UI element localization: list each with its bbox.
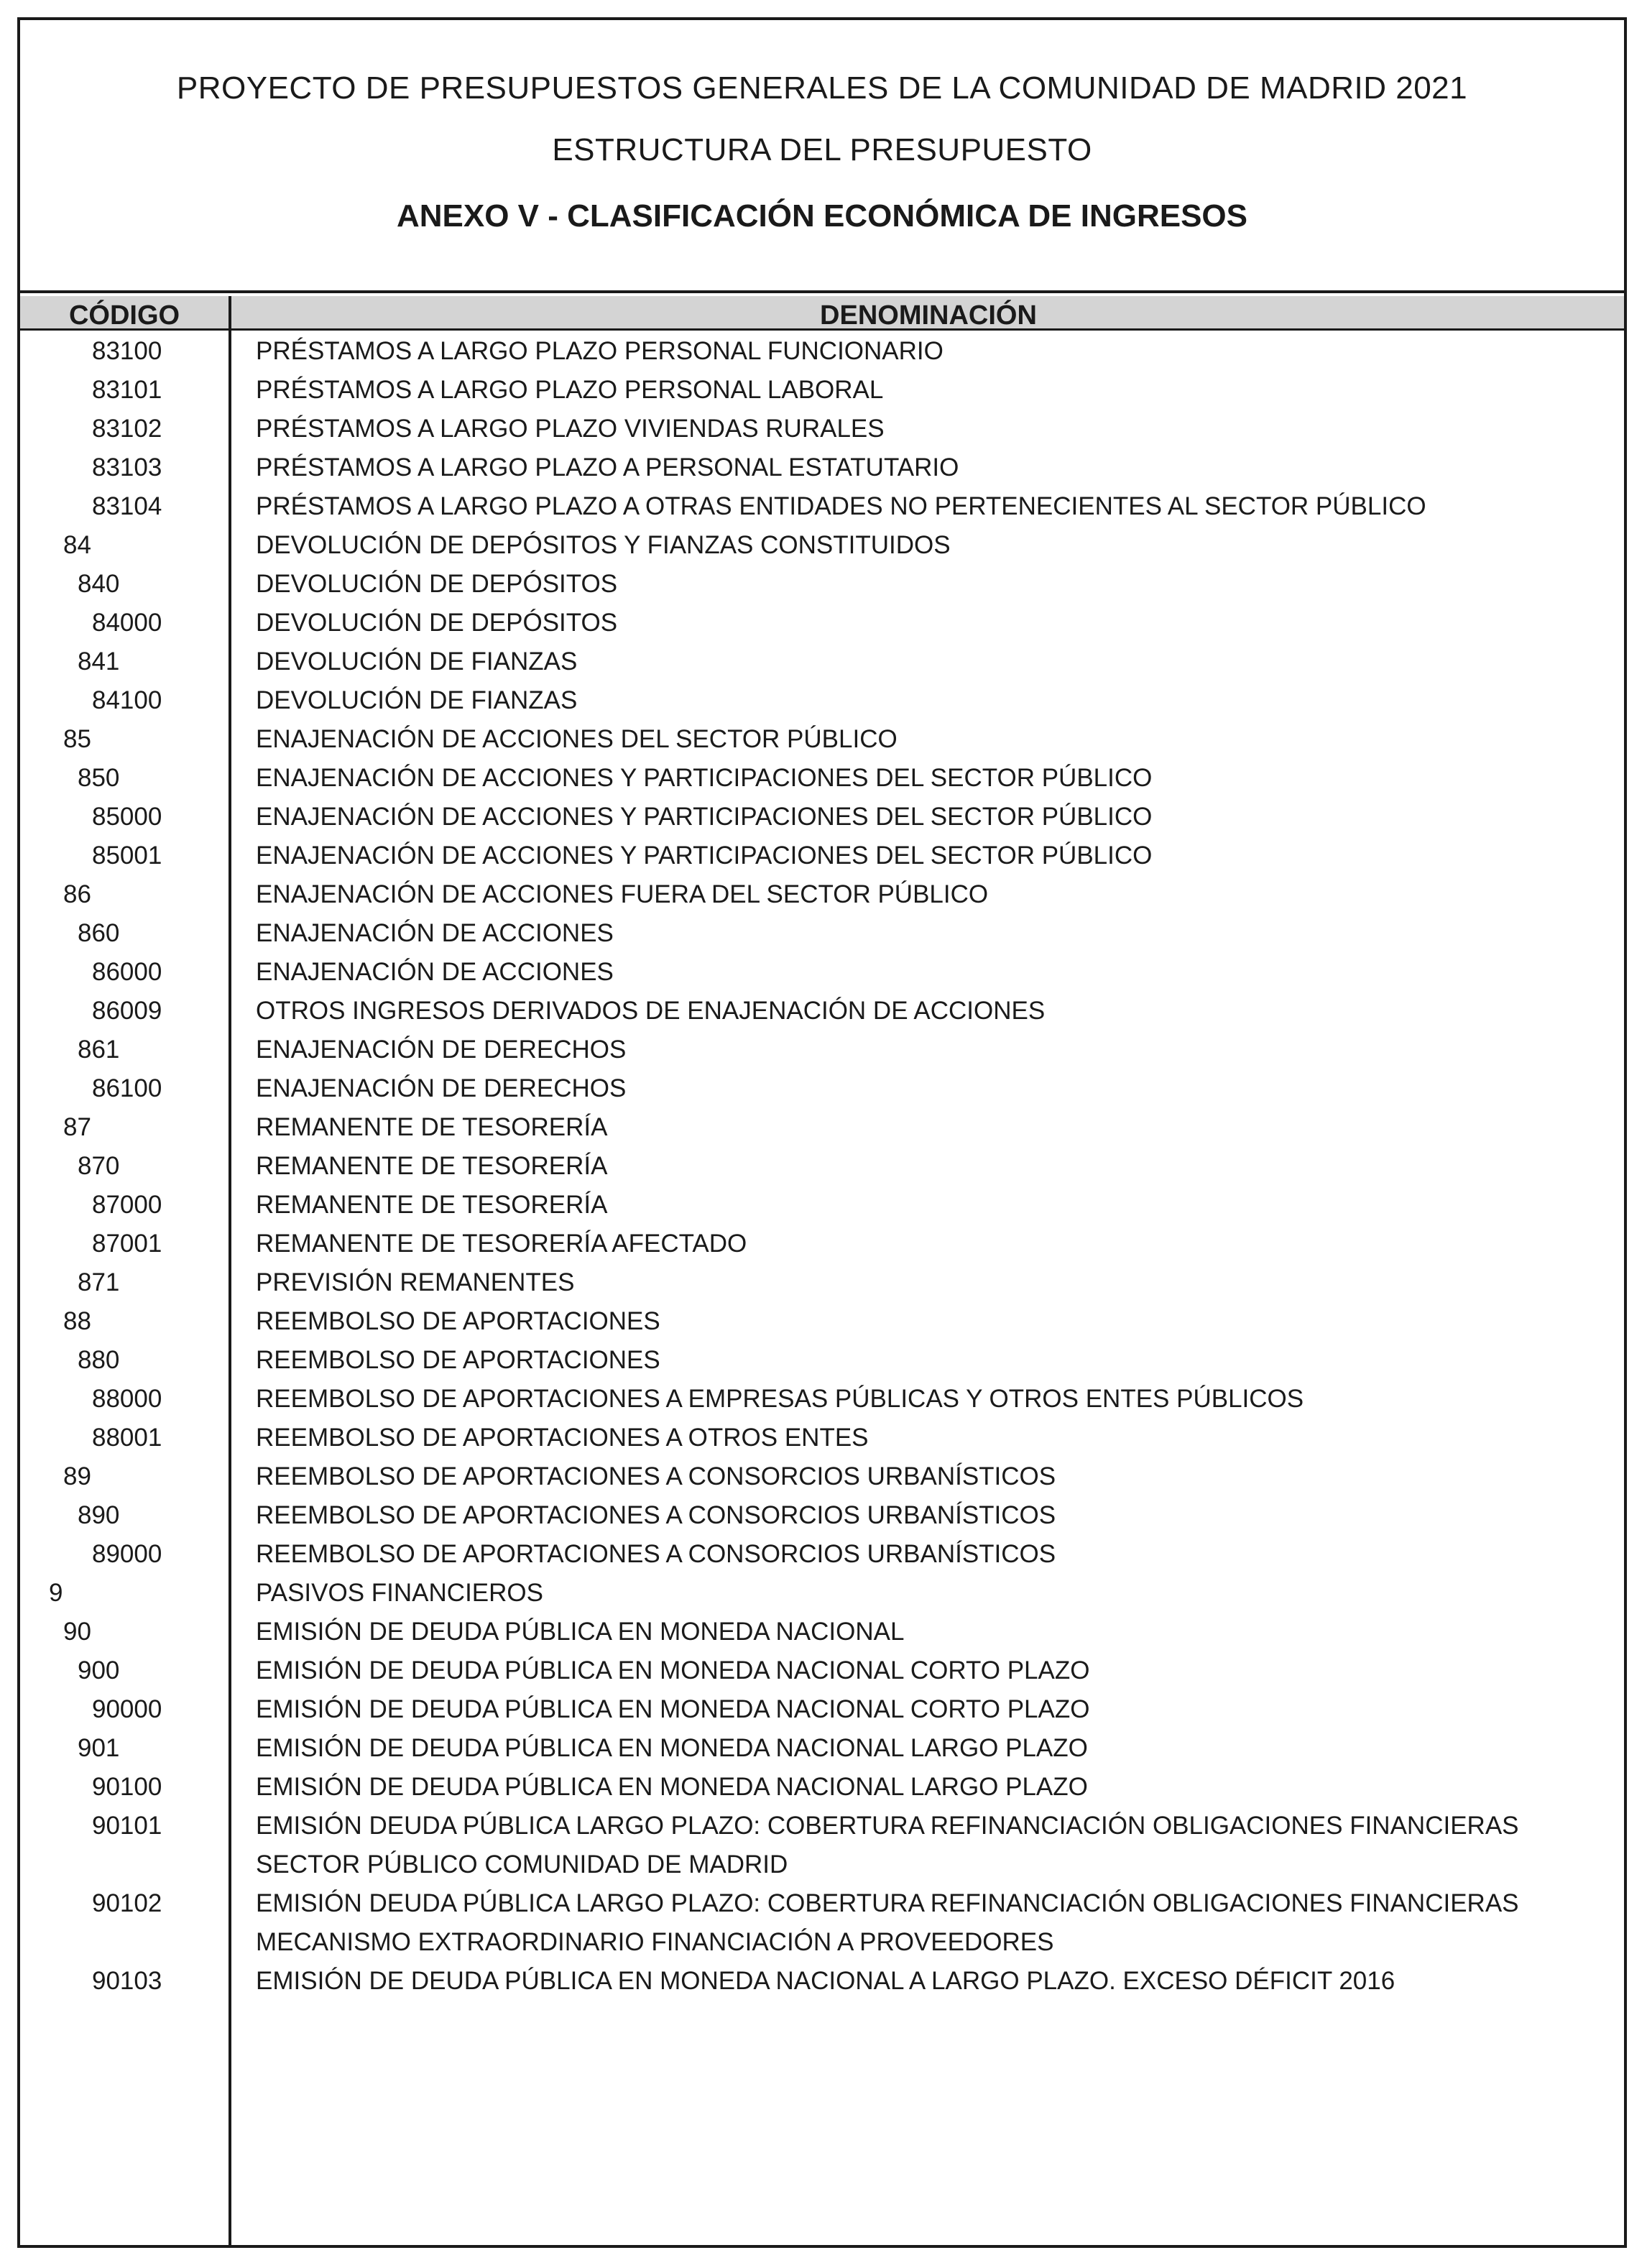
table-row <box>20 642 1624 681</box>
row-description <box>229 1419 1624 1457</box>
row-description-line: REEMBOLSO DE APORTACIONES A OTROS ENTES <box>256 1424 869 1452</box>
row-description-line: EMISIÓN DE DEUDA PÚBLICA EN MONEDA NACIONAL LARGO PLAZO <box>256 1773 1088 1801</box>
row-description <box>229 1884 1624 1962</box>
table-row <box>20 914 1624 953</box>
table-row <box>20 1341 1624 1380</box>
row-description-line: SECTOR PÚBLICO COMUNIDAD DE MADRID <box>256 1850 788 1879</box>
row-code: 85001 <box>92 842 162 870</box>
row-code: 88 <box>63 1307 91 1335</box>
row-description-line: OTROS INGRESOS DERIVADOS DE ENAJENACIÓN DE ACCIONES <box>256 997 1046 1025</box>
row-description-line: REEMBOLSO DE APORTACIONES <box>256 1307 660 1335</box>
row-description <box>229 914 1624 953</box>
row-description-line: REMANENTE DE TESORERÍA <box>256 1191 608 1219</box>
row-code: 84100 <box>92 686 162 714</box>
row-description-line: DEVOLUCIÓN DE FIANZAS <box>256 647 578 676</box>
row-code: 861 <box>78 1036 120 1064</box>
table-row <box>20 992 1624 1031</box>
row-description <box>229 1147 1624 1186</box>
row-code: 89 <box>63 1462 91 1490</box>
row-code: 90000 <box>92 1695 162 1723</box>
row-description-line: ENAJENACIÓN DE ACCIONES <box>256 919 614 947</box>
row-code: 871 <box>78 1268 120 1296</box>
row-code: 880 <box>78 1346 120 1374</box>
row-description <box>229 681 1624 720</box>
table-row <box>20 371 1624 410</box>
document-title: PROYECTO DE PRESUPUESTOS GENERALES DE LA COMUNIDAD DE MADRID 2021 <box>176 70 1468 106</box>
row-description-line: ENAJENACIÓN DE DERECHOS <box>256 1074 627 1102</box>
row-description-line: REMANENTE DE TESORERÍA AFECTADO <box>256 1230 747 1258</box>
row-description-line: PASIVOS FINANCIEROS <box>256 1579 543 1607</box>
document-frame <box>17 17 1627 2248</box>
row-description-line: EMISIÓN DE DEUDA PÚBLICA EN MONEDA NACIONAL <box>256 1618 905 1646</box>
row-description <box>229 1380 1624 1419</box>
row-description <box>229 1069 1624 1108</box>
row-code: 84000 <box>92 609 162 637</box>
row-description-line: REEMBOLSO DE APORTACIONES A CONSORCIOS URBANÍSTICOS <box>256 1540 1056 1568</box>
table-row <box>20 1225 1624 1263</box>
table-row <box>20 1651 1624 1690</box>
row-description <box>229 1962 1624 2001</box>
table-row <box>20 1108 1624 1147</box>
row-description-line: PRÉSTAMOS A LARGO PLAZO A OTRAS ENTIDADES NO PERTENECIENTES AL SECTOR PÚBLICO <box>256 492 1426 520</box>
row-description-line: EMISIÓN DE DEUDA PÚBLICA EN MONEDA NACIONAL CORTO PLAZO <box>256 1656 1090 1684</box>
row-description-line: EMISIÓN DE DEUDA PÚBLICA EN MONEDA NACIONAL LARGO PLAZO <box>256 1734 1088 1762</box>
table-row <box>20 1302 1624 1341</box>
row-description <box>229 1108 1624 1147</box>
table-header <box>20 296 1624 331</box>
row-code: 88001 <box>92 1424 162 1452</box>
row-description <box>229 992 1624 1031</box>
row-description <box>229 720 1624 759</box>
table-row <box>20 720 1624 759</box>
row-description-line: EMISIÓN DE DEUDA PÚBLICA EN MONEDA NACIONAL CORTO PLAZO <box>256 1695 1090 1723</box>
row-description <box>229 1768 1624 1807</box>
row-description <box>229 1535 1624 1574</box>
row-code: 86100 <box>92 1074 162 1102</box>
table-row <box>20 1574 1624 1613</box>
row-description-line: ENAJENACIÓN DE ACCIONES Y PARTICIPACIONES DEL SECTOR PÚBLICO <box>256 803 1153 831</box>
row-description <box>229 332 1624 371</box>
row-description-line: REEMBOLSO DE APORTACIONES A CONSORCIOS URBANÍSTICOS <box>256 1501 1056 1529</box>
row-description <box>229 1263 1624 1302</box>
table-row <box>20 1263 1624 1302</box>
row-code: 89000 <box>92 1540 162 1568</box>
document-header <box>20 20 1624 293</box>
row-code: 860 <box>78 919 120 947</box>
table-row <box>20 1807 1624 1884</box>
row-description <box>229 1807 1624 1884</box>
row-code: 87000 <box>92 1191 162 1219</box>
row-description <box>229 875 1624 914</box>
row-description-line: MECANISMO EXTRAORDINARIO FINANCIACIÓN A PROVEEDORES <box>256 1928 1054 1956</box>
row-code: 840 <box>78 570 120 598</box>
row-code: 83100 <box>92 337 162 365</box>
row-description-line: ENAJENACIÓN DE ACCIONES Y PARTICIPACIONES DEL SECTOR PÚBLICO <box>256 842 1153 870</box>
row-description-line: PRÉSTAMOS A LARGO PLAZO VIVIENDAS RURALES <box>256 415 885 443</box>
row-description-line: DEVOLUCIÓN DE FIANZAS <box>256 686 578 714</box>
annex-title: ANEXO V - CLASIFICACIÓN ECONÓMICA DE INGRESOS <box>396 198 1247 234</box>
document-subtitle: ESTRUCTURA DEL PRESUPUESTO <box>552 132 1092 167</box>
row-description <box>229 1031 1624 1069</box>
row-description-line: REMANENTE DE TESORERÍA <box>256 1152 608 1180</box>
row-description-line: REEMBOLSO DE APORTACIONES A EMPRESAS PÚBLICAS Y OTROS ENTES PÚBLICOS <box>256 1385 1304 1413</box>
table-row <box>20 1147 1624 1186</box>
row-code: 90103 <box>92 1967 162 1995</box>
table-body <box>20 332 1624 2001</box>
table-row <box>20 1069 1624 1108</box>
row-code: 90102 <box>92 1889 162 1917</box>
row-description <box>229 1186 1624 1225</box>
table-row <box>20 1962 1624 2001</box>
table-row <box>20 1186 1624 1225</box>
row-description <box>229 1690 1624 1729</box>
row-code: 850 <box>78 764 120 792</box>
table-row <box>20 836 1624 875</box>
row-code: 85 <box>63 725 91 753</box>
row-code: 88000 <box>92 1385 162 1413</box>
row-code: 86000 <box>92 958 162 986</box>
row-description-line: REEMBOLSO DE APORTACIONES A CONSORCIOS URBANÍSTICOS <box>256 1462 1056 1490</box>
table-row <box>20 1380 1624 1419</box>
table-row <box>20 681 1624 720</box>
row-code: 83104 <box>92 492 162 520</box>
row-description-line: EMISIÓN DEUDA PÚBLICA LARGO PLAZO: COBERTURA REFINANCIACIÓN OBLIGACIONES FINANCIERAS <box>256 1889 1519 1917</box>
row-description <box>229 565 1624 604</box>
row-code: 90100 <box>92 1773 162 1801</box>
row-description-line: REMANENTE DE TESORERÍA <box>256 1113 608 1141</box>
table-row <box>20 1729 1624 1768</box>
table-row <box>20 953 1624 992</box>
row-description-line: ENAJENACIÓN DE ACCIONES FUERA DEL SECTOR PÚBLICO <box>256 880 989 908</box>
row-description-line: EMISIÓN DE DEUDA PÚBLICA EN MONEDA NACIONAL A LARGO PLAZO. EXCESO DÉFICIT 2016 <box>256 1967 1395 1995</box>
table-row <box>20 1457 1624 1496</box>
row-description <box>229 1225 1624 1263</box>
row-code: 86009 <box>92 997 162 1025</box>
table-row <box>20 1884 1624 1962</box>
row-description-line: REEMBOLSO DE APORTACIONES <box>256 1346 660 1374</box>
row-description-line: PRÉSTAMOS A LARGO PLAZO PERSONAL LABORAL <box>256 376 884 404</box>
row-description-line: DEVOLUCIÓN DE DEPÓSITOS <box>256 609 618 637</box>
table-row <box>20 565 1624 604</box>
table-row <box>20 1496 1624 1535</box>
row-code: 90 <box>63 1618 91 1646</box>
row-code: 87001 <box>92 1230 162 1258</box>
row-description <box>229 836 1624 875</box>
row-code: 87 <box>63 1113 91 1141</box>
column-header-name: DENOMINACIÓN <box>820 300 1037 331</box>
table-row <box>20 1768 1624 1807</box>
row-description-line: DEVOLUCIÓN DE DEPÓSITOS Y FIANZAS CONSTITUIDOS <box>256 531 951 559</box>
table-row <box>20 1690 1624 1729</box>
row-description <box>229 1457 1624 1496</box>
row-description-line: ENAJENACIÓN DE DERECHOS <box>256 1036 627 1064</box>
row-description <box>229 526 1624 565</box>
row-code: 90101 <box>92 1812 162 1840</box>
row-description-line: PRÉSTAMOS A LARGO PLAZO A PERSONAL ESTATUTARIO <box>256 453 959 481</box>
row-description-line: ENAJENACIÓN DE ACCIONES <box>256 958 614 986</box>
row-description <box>229 1302 1624 1341</box>
row-code: 890 <box>78 1501 120 1529</box>
row-description <box>229 798 1624 836</box>
row-description-line: DEVOLUCIÓN DE DEPÓSITOS <box>256 570 618 598</box>
row-code: 86 <box>63 880 91 908</box>
row-description <box>229 448 1624 487</box>
row-description <box>229 604 1624 642</box>
row-code: 83103 <box>92 453 162 481</box>
table-row <box>20 759 1624 798</box>
table-row <box>20 448 1624 487</box>
row-description <box>229 1613 1624 1651</box>
row-description-line: EMISIÓN DEUDA PÚBLICA LARGO PLAZO: COBERTURA REFINANCIACIÓN OBLIGACIONES FINANCIERAS <box>256 1812 1519 1840</box>
row-code: 83102 <box>92 415 162 443</box>
row-description <box>229 371 1624 410</box>
table-row <box>20 1535 1624 1574</box>
row-description-line: ENAJENACIÓN DE ACCIONES DEL SECTOR PÚBLICO <box>256 725 898 753</box>
row-description <box>229 953 1624 992</box>
row-code: 901 <box>78 1734 120 1762</box>
row-description <box>229 642 1624 681</box>
table-row <box>20 1613 1624 1651</box>
row-description <box>229 1496 1624 1535</box>
row-description-line: PREVISIÓN REMANENTES <box>256 1268 575 1296</box>
row-code: 84 <box>63 531 91 559</box>
row-description <box>229 1729 1624 1768</box>
row-code: 83101 <box>92 376 162 404</box>
row-code: 900 <box>78 1656 120 1684</box>
table-row <box>20 487 1624 526</box>
table-row <box>20 332 1624 371</box>
table-row <box>20 410 1624 448</box>
table-row <box>20 798 1624 836</box>
table-row <box>20 526 1624 565</box>
table-row <box>20 604 1624 642</box>
row-code: 85000 <box>92 803 162 831</box>
row-code: 870 <box>78 1152 120 1180</box>
row-code: 9 <box>49 1579 63 1607</box>
table-row <box>20 1031 1624 1069</box>
row-description <box>229 1574 1624 1613</box>
row-description <box>229 759 1624 798</box>
table-row <box>20 875 1624 914</box>
row-description <box>229 410 1624 448</box>
table-row <box>20 1419 1624 1457</box>
row-description <box>229 1341 1624 1380</box>
row-code: 841 <box>78 647 120 676</box>
row-description-line: ENAJENACIÓN DE ACCIONES Y PARTICIPACIONES DEL SECTOR PÚBLICO <box>256 764 1153 792</box>
row-description <box>229 487 1624 526</box>
column-header-code: CÓDIGO <box>68 300 180 331</box>
row-description-line: PRÉSTAMOS A LARGO PLAZO PERSONAL FUNCIONARIO <box>256 337 944 365</box>
row-description <box>229 1651 1624 1690</box>
